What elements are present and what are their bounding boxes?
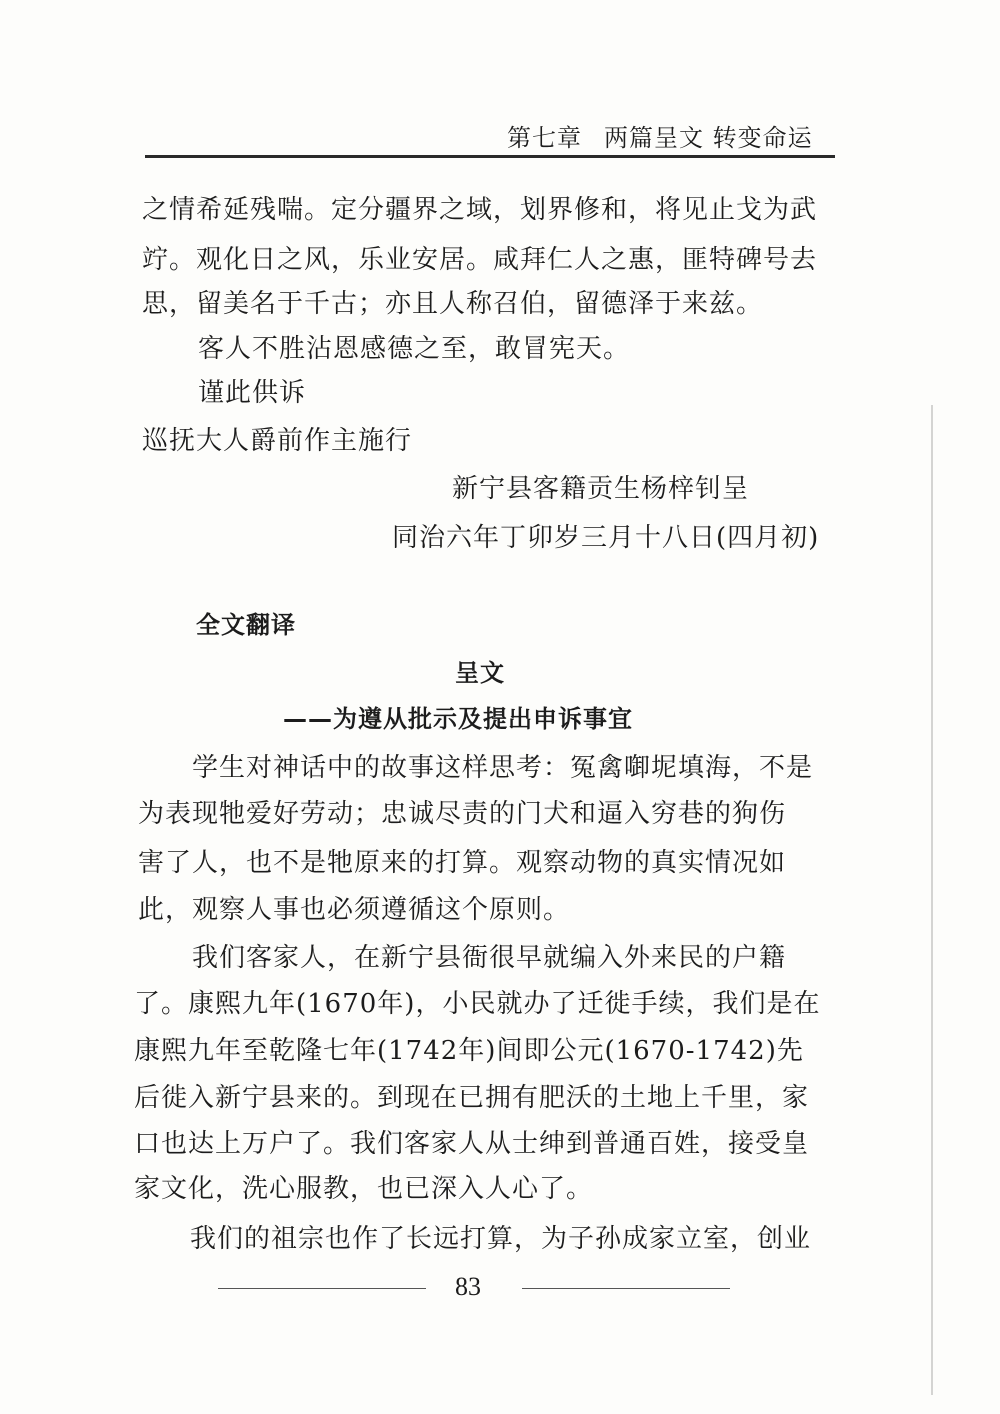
right-edge-rule xyxy=(931,405,933,1395)
signature-line: 新宁县客籍贡生杨梓钊呈 xyxy=(452,474,750,504)
footer-rule-left xyxy=(218,1288,426,1290)
page-number: 83 xyxy=(455,1272,481,1301)
translation-line-10: 家文化，洗心服教，也已深入人心了。 xyxy=(134,1174,594,1204)
translation-title: 呈文 xyxy=(455,659,505,687)
translation-line-9: 口也达上万户了。我们客家人从士绅到普通百姓，接受皇 xyxy=(134,1129,810,1159)
body-line-2: 竚。观化日之风，乐业安居。咸拜仁人之惠，匪特碑号去 xyxy=(142,245,818,275)
body-line-5: 谨此供诉 xyxy=(198,378,307,408)
chapter-number: 第七章 xyxy=(507,124,582,152)
running-header xyxy=(507,118,813,153)
body-line-1: 之情希延残喘。定分疆界之域，划界修和，将见止戈为武 xyxy=(142,195,818,225)
translation-heading: 全文翻译 xyxy=(196,611,296,639)
translation-line-8: 后徙入新宁县来的。到现在已拥有肥沃的土地上千里，家 xyxy=(134,1083,810,1113)
translation-line-7: 康熙九年至乾隆七年(1742年)间即公元(1670-1742)先 xyxy=(134,1036,804,1066)
header-rule xyxy=(145,155,835,158)
footer-rule-right xyxy=(522,1288,730,1290)
date-line: 同治六年丁卯岁三月十八日(四月初) xyxy=(392,523,820,553)
translation-line-6: 了。康熙九年(1670年)，小民就办了迁徙手续，我们是在 xyxy=(134,989,821,1019)
translation-line-1: 学生对神话中的故事这样思考：冤禽啣坭填海，不是 xyxy=(192,753,814,783)
translation-line-3: 害了人，也不是牠原来的打算。观察动物的真实情况如 xyxy=(138,848,787,878)
translation-line-4: 此，观察人事也必须遵循这个原则。 xyxy=(138,895,571,925)
body-line-4: 客人不胜沾恩感德之至，敢冒宪天。 xyxy=(198,334,631,364)
translation-line-2: 为表现牠爱好劳动；忠诚尽责的门犬和逼入穷巷的狗伤 xyxy=(138,799,787,829)
translation-line-5: 我们客家人，在新宁县衙很早就编入外来民的户籍 xyxy=(192,943,787,973)
translation-line-11: 我们的祖宗也作了长远打算，为子孙成家立室，创业 xyxy=(190,1224,812,1254)
translation-subtitle: ——为遵从批示及提出申诉事宜 xyxy=(283,705,633,733)
body-line-6: 巡抚大人爵前作主施行 xyxy=(142,426,413,456)
body-line-3: 思，留美名于千古；亦且人称召伯，留德泽于来兹。 xyxy=(142,289,764,319)
chapter-title: 两篇呈文 转变命运 xyxy=(604,124,813,152)
